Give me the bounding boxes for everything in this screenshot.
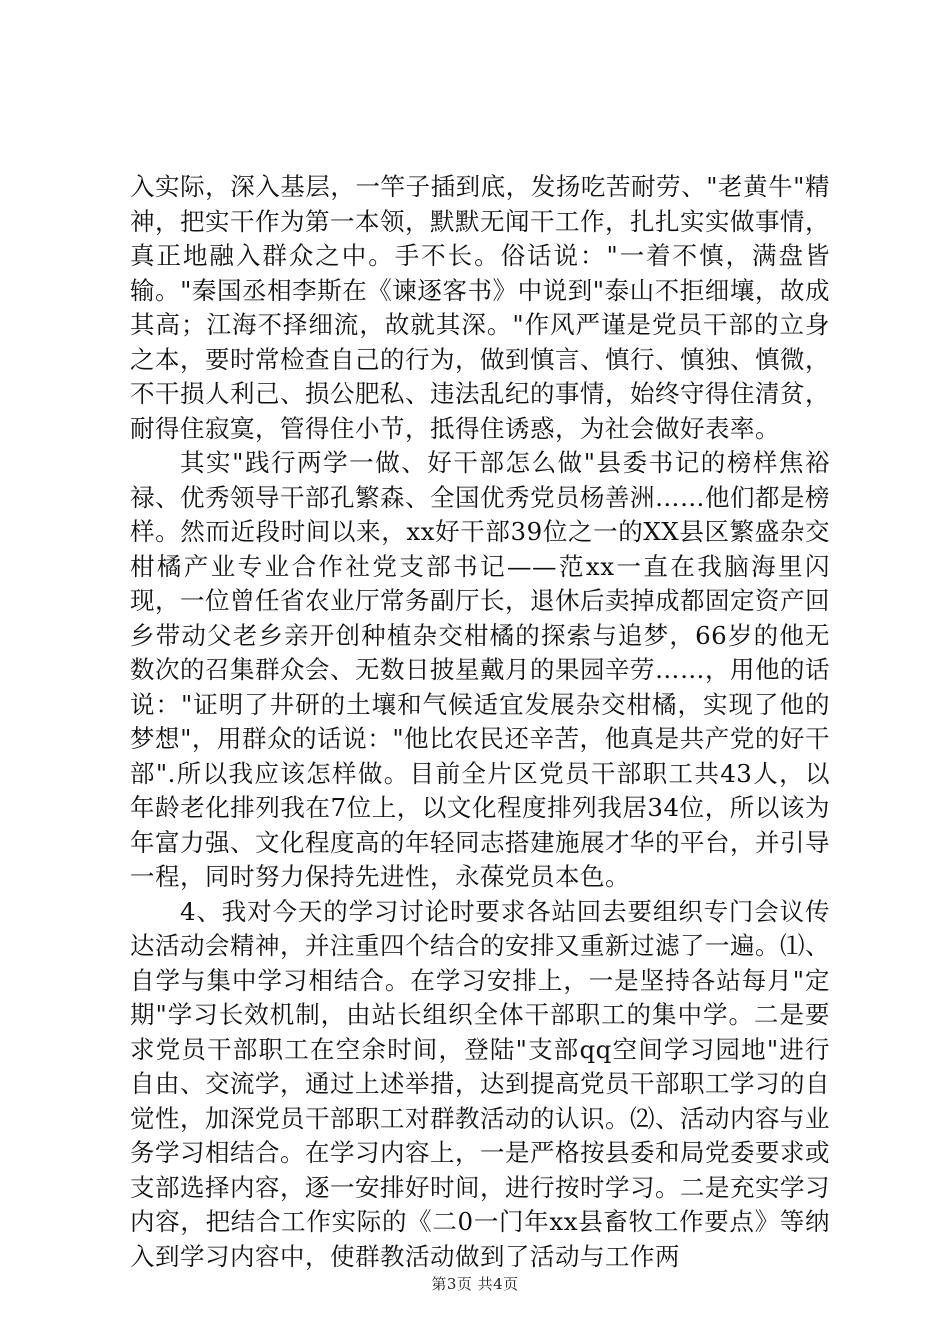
paragraph-study-arrangement: 4、我对今天的学习讨论时要求各站回去要组织专门会议传达活动会精神，并注重四个结合的安排又重新过滤了一遍。⑴、自学与集中学习相结合。在学习安排上，一是坚持各站每月"定期"学习长效机制，由站长组织全体干部职工的集中学。二是要求党员干部职工在空余时间，登陆"支部qq空间学习园地"进行自由、交流学，通过上述举措，达到提高党员干部职工学习的自觉性，加深党员干部职工对群教活动的认识。⑵、活动内容与业务学习相结合。在学习内容上，一是严格按县委和局党委要求或支部选择内容，逐一安排好时间，进行按时学习。二是充实学习内容，把结合工作实际的《二0一门年xx县畜牧工作要点》等纳入到学习内容中，使群教活动做到了活动与工作两 xyxy=(130,896,830,1271)
document-body xyxy=(130,170,830,1274)
paragraph-continuation: 入实际，深入基层，一竿子插到底，发扬吃苦耐劳、"老黄牛"精神，把实干作为第一本领，默默无闻干工作，扎扎实实做事情，真正地融入群众之中。手不长。俗话说："一着不慎，满盘皆输。"秦国丞相李斯在《谏逐客书》中说到"泰山不拒细壤，故成其高；江海不择细流，故就其深。"作风严谨是党员干部的立身之本，要时常检查自己的行为，做到慎言、慎行、慎独、慎微，不干损人利己、损公肥私、违法乱纪的事情，始终守得住清贫，耐得住寂寞，管得住小节，抵得住诱惑，为社会做好表率。 xyxy=(130,172,830,443)
page-footer: 第3页 共4页 xyxy=(431,1275,519,1293)
paragraph-role-models: 其实"践行两学一做、好干部怎么做"县委书记的榜样焦裕禄、优秀领导干部孔繁森、全国优秀党员杨善洲……他们都是榜样。然而近段时间以来，xx好干部39位之一的XX县区繁盛杂交柑橘产业专业合作社党支部书记——范xx一直在我脑海里闪现，一位曾任省农业厅常务副厅长，退休后卖掉成都固定资产回乡带动父老乡亲开创种植杂交柑橘的探索与追梦，66岁的他无数次的召集群众会、无数日披星戴月的果园辛劳……，用他的话说："证明了井研的土壤和气候适宜发展杂交柑橘，实现了他的梦想"，用群众的话说："他比农民还辛苦，他真是共产党的好干部".所以我应该怎样做。目前全片区党员干部职工共43人，以年龄老化排列我在7位上，以文化程度排列我居34位，所以该为年富力强、文化程度高的年轻同志搭建施展才华的平台，并引导一程，同时努力保持先进性，永葆党员本色。 xyxy=(130,448,830,891)
